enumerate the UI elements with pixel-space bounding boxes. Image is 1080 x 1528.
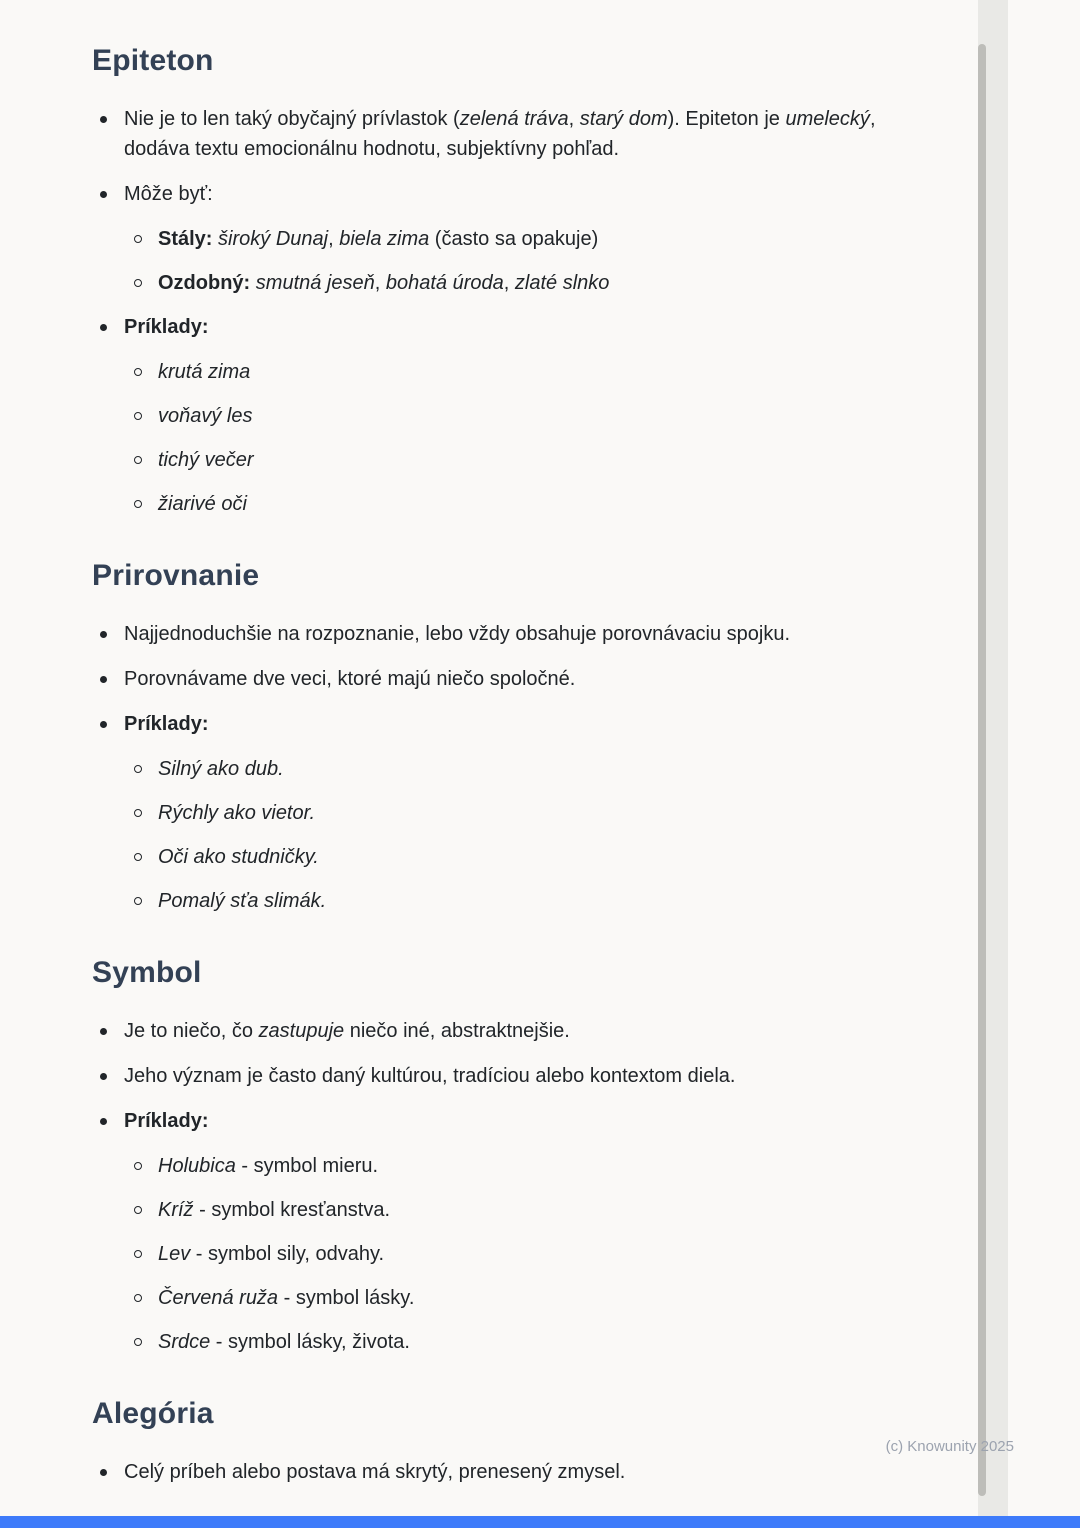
text-segment: Celý príbeh alebo postava má skrytý, prenesený zmysel. — [124, 1461, 626, 1483]
item-text — [124, 664, 892, 694]
item-text — [124, 1061, 892, 1091]
text-segment: , — [374, 272, 386, 294]
text-segment: Oči ako studničky. — [158, 846, 319, 868]
bullet-circle-icon — [134, 445, 158, 464]
text-segment: smutná jeseň — [255, 272, 375, 294]
sub-bullet-item — [134, 1151, 892, 1181]
scrollbar-track[interactable] — [978, 0, 1008, 1528]
section-title: Prirovnanie — [92, 559, 260, 592]
watermark: (c) Knowunity 2025 — [885, 1438, 1014, 1455]
text-segment: Príklady: — [124, 713, 209, 735]
bullet-item — [92, 1106, 892, 1136]
item-text — [124, 179, 892, 209]
text-segment: Môže byť: — [124, 183, 213, 205]
item-text — [158, 1195, 892, 1225]
sub-bullet-item — [134, 798, 892, 828]
sub-bullet-item — [134, 1327, 892, 1357]
text-segment: umelecký — [785, 108, 870, 130]
text-segment: žiarivé oči — [158, 493, 247, 515]
text-segment: Silný ako dub. — [158, 758, 284, 780]
bullet-circle-icon — [134, 1151, 158, 1170]
section — [92, 1397, 892, 1487]
bullet-circle-icon — [134, 224, 158, 243]
bullet-item — [92, 1457, 892, 1487]
text-segment: Nie je to len taký obyčajný prívlastok ( — [124, 108, 460, 130]
sub-bullet-item — [134, 1283, 892, 1313]
item-text — [158, 1151, 892, 1181]
sub-bullet-item — [134, 1195, 892, 1225]
bullet-item — [92, 104, 892, 164]
sub-bullet-item — [134, 1239, 892, 1269]
sub-bullet-item — [134, 842, 892, 872]
text-segment: zelená tráva — [459, 108, 569, 130]
item-text — [158, 268, 892, 298]
bullet-circle-icon — [134, 842, 158, 861]
bullet-circle-icon — [134, 401, 158, 420]
bullet-circle-icon — [134, 1327, 158, 1346]
bullet-disc-icon — [100, 312, 124, 331]
text-segment: , — [568, 108, 580, 130]
text-segment: Holubica — [158, 1155, 236, 1177]
bullet-disc-icon — [100, 1106, 124, 1125]
bullet-circle-icon — [134, 1239, 158, 1258]
item-text — [158, 489, 892, 519]
bullet-circle-icon — [134, 1283, 158, 1302]
item-text — [124, 1457, 892, 1487]
bullet-circle-icon — [134, 1195, 158, 1214]
bullet-list — [92, 1016, 892, 1357]
item-text — [124, 1106, 892, 1136]
bullet-item — [92, 312, 892, 342]
text-segment: niečo iné, abstraktnejšie. — [344, 1020, 570, 1042]
bullet-list — [92, 1457, 892, 1487]
sub-bullet-item — [134, 445, 892, 475]
bullet-circle-icon — [134, 754, 158, 773]
sub-bullet-item — [134, 754, 892, 784]
bullet-item — [92, 664, 892, 694]
item-text — [158, 1239, 892, 1269]
item-text — [158, 754, 892, 784]
bullet-item — [92, 179, 892, 209]
bullet-circle-icon — [134, 886, 158, 905]
text-segment: Srdce — [158, 1331, 211, 1353]
sub-bullet-item — [134, 268, 892, 298]
text-segment: - symbol sily, odvahy. — [190, 1243, 385, 1265]
bullet-item — [92, 709, 892, 739]
text-segment: Červená ruža — [158, 1287, 279, 1309]
bullet-item — [92, 1016, 892, 1046]
text-segment: , — [503, 272, 515, 294]
text-segment: Príklady: — [124, 316, 209, 338]
text-segment: starý dom — [579, 108, 668, 130]
bullet-item — [92, 619, 892, 649]
item-text — [124, 104, 892, 164]
text-segment: - symbol lásky. — [278, 1287, 415, 1309]
bullet-disc-icon — [100, 664, 124, 683]
section-title: Alegória — [92, 1397, 214, 1430]
text-segment: široký Dunaj — [218, 228, 329, 250]
bullet-item — [92, 1061, 892, 1091]
text-segment: Ozdobný: — [158, 272, 251, 294]
text-segment: voňavý les — [158, 405, 253, 427]
item-text — [124, 619, 892, 649]
text-segment: Pomalý sťa slimák. — [158, 890, 327, 912]
text-segment: Rýchly ako vietor. — [158, 802, 316, 824]
item-text — [158, 842, 892, 872]
text-segment: Kríž — [158, 1199, 194, 1221]
bullet-disc-icon — [100, 709, 124, 728]
text-segment: , dodáva textu emocionálnu hodnotu, subjektívny pohľad. — [124, 108, 876, 160]
text-segment: Príklady: — [124, 1110, 209, 1132]
text-segment: Lev — [158, 1243, 191, 1265]
item-text — [158, 798, 892, 828]
section-title: Symbol — [92, 956, 202, 989]
sub-bullet-item — [134, 489, 892, 519]
item-text — [158, 224, 892, 254]
item-text — [124, 1016, 892, 1046]
bullet-disc-icon — [100, 104, 124, 123]
section-title: Epiteton — [92, 44, 214, 77]
item-text — [124, 709, 892, 739]
bullet-circle-icon — [134, 489, 158, 508]
bullet-circle-icon — [134, 357, 158, 376]
text-segment: Jeho význam je často daný kultúrou, tradíciou alebo kontextom diela. — [124, 1065, 736, 1087]
text-segment: (často sa opakuje) — [429, 228, 599, 250]
text-segment: ). Epiteton je — [667, 108, 786, 130]
item-text — [158, 357, 892, 387]
bullet-disc-icon — [100, 179, 124, 198]
text-segment: tichý večer — [158, 449, 254, 471]
sub-bullet-item — [134, 886, 892, 916]
item-text — [158, 445, 892, 475]
section — [92, 559, 892, 916]
text-segment: Najjednoduchšie na rozpoznanie, lebo vždy obsahuje porovnávaciu spojku. — [124, 623, 790, 645]
bullet-list — [92, 619, 892, 916]
bullet-disc-icon — [100, 1457, 124, 1476]
bottom-accent-bar — [0, 1516, 1080, 1528]
bullet-circle-icon — [134, 268, 158, 287]
bullet-disc-icon — [100, 1061, 124, 1080]
text-segment: zastupuje — [258, 1020, 345, 1042]
sub-bullet-item — [134, 357, 892, 387]
bullet-disc-icon — [100, 1016, 124, 1035]
text-segment: krutá zima — [158, 361, 251, 383]
item-text — [158, 1283, 892, 1313]
text-segment: Stály: — [158, 228, 213, 250]
section — [92, 956, 892, 1357]
text-segment: Porovnávame dve veci, ktoré majú niečo spoločné. — [124, 668, 576, 690]
bullet-list — [92, 104, 892, 519]
sub-bullet-item — [134, 224, 892, 254]
text-segment: - symbol lásky, života. — [210, 1331, 410, 1353]
item-text — [158, 1327, 892, 1357]
text-segment: Je to niečo, čo — [124, 1020, 259, 1042]
text-segment: zlaté slnko — [514, 272, 610, 294]
bullet-disc-icon — [100, 619, 124, 638]
text-segment: - symbol kresťanstva. — [193, 1199, 391, 1221]
scrollbar-thumb[interactable] — [978, 44, 986, 1496]
item-text — [124, 312, 892, 342]
section — [92, 44, 892, 519]
item-text — [158, 886, 892, 916]
item-text — [158, 401, 892, 431]
notes-content — [92, 44, 892, 1502]
text-segment: - symbol mieru. — [235, 1155, 379, 1177]
sub-bullet-item — [134, 401, 892, 431]
bullet-circle-icon — [134, 798, 158, 817]
text-segment: bohatá úroda — [385, 272, 504, 294]
text-segment: , — [328, 228, 340, 250]
text-segment: biela zima — [339, 228, 430, 250]
